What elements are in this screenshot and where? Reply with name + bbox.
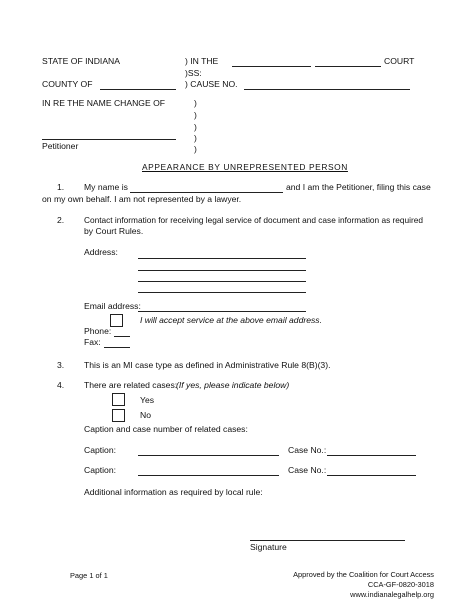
caption-label-1: Caption:	[84, 445, 117, 455]
case-no-label-2: Case No.:	[288, 465, 327, 475]
name-line[interactable]	[130, 192, 283, 193]
additional-info-label: Additional information as required by local rule:	[84, 487, 263, 497]
item-4-note: (If yes, please indicate below)	[176, 380, 290, 390]
address-line-2[interactable]	[138, 270, 306, 271]
county-line[interactable]	[100, 89, 176, 90]
email-label: Email address:	[84, 301, 141, 311]
phone-line[interactable]	[114, 336, 130, 337]
county-label: COUNTY OF	[42, 79, 93, 89]
item-2-number: 2.	[57, 215, 65, 225]
fax-line[interactable]	[104, 347, 130, 348]
item-1-number: 1.	[57, 182, 65, 192]
court-label: COURT	[384, 56, 415, 66]
address-line-1[interactable]	[138, 258, 306, 259]
address-label: Address:	[84, 247, 118, 257]
in-the-label: ) IN THE	[185, 56, 219, 66]
address-line-4[interactable]	[138, 292, 306, 293]
item-4-number: 4.	[57, 380, 65, 390]
paren-2: )	[194, 110, 197, 120]
related-cases-header: Caption and case number of related cases:	[84, 424, 248, 434]
court-name-line[interactable]	[232, 66, 311, 67]
cause-no-label: ) CAUSE NO.	[185, 79, 238, 89]
related-yes-checkbox[interactable]	[112, 393, 125, 406]
case-no-line-1[interactable]	[327, 455, 416, 456]
fax-label: Fax:	[84, 337, 101, 347]
item-1-text-c: on my own behalf. I am not represented by a lawyer.	[42, 194, 242, 204]
document-title: APPEARANCE BY UNREPRESENTED PERSON	[142, 162, 348, 172]
petitioner-name-line[interactable]	[42, 139, 176, 140]
item-2-line-1: Contact information for receiving legal service of document and case information as required	[84, 215, 423, 225]
case-no-label-1: Case No.:	[288, 445, 327, 455]
paren-3: )	[194, 122, 197, 132]
form-id: CCA-GF-0820-3018	[367, 580, 434, 589]
item-4-text: There are related cases:	[84, 380, 178, 390]
accept-email-label: I will accept service at the above email address.	[140, 315, 322, 325]
petitioner-label: Petitioner	[42, 141, 79, 151]
case-no-line-2[interactable]	[327, 475, 416, 476]
item-2-line-2: by Court Rules.	[84, 226, 144, 236]
in-re-label: IN RE THE NAME CHANGE OF	[42, 98, 166, 108]
address-line-3[interactable]	[138, 281, 306, 282]
item-1-text-b: and I am the Petitioner, filing this case	[286, 182, 431, 192]
related-no-checkbox[interactable]	[112, 409, 125, 422]
page-number: Page 1 of 1	[70, 571, 108, 580]
ss-label: )SS:	[185, 68, 202, 78]
approved-by: Approved by the Coalition for Court Access	[293, 570, 434, 579]
paren-4: )	[194, 133, 197, 143]
caption-line-2[interactable]	[138, 475, 279, 476]
cause-no-line[interactable]	[244, 89, 410, 90]
phone-label: Phone:	[84, 326, 112, 336]
caption-label-2: Caption:	[84, 465, 117, 475]
caption-line-1[interactable]	[138, 455, 279, 456]
item-3-text: This is an MI case type as defined in Administrative Rule 8(B)(3).	[84, 360, 331, 370]
state-label: STATE OF INDIANA	[42, 56, 120, 66]
related-yes-label: Yes	[140, 395, 155, 405]
paren-1: )	[194, 98, 197, 108]
email-line[interactable]	[138, 311, 306, 312]
accept-email-checkbox[interactable]	[110, 314, 123, 327]
item-3-number: 3.	[57, 360, 65, 370]
signature-line[interactable]	[250, 540, 405, 541]
signature-label: Signature	[250, 542, 287, 552]
court-type-line[interactable]	[315, 66, 381, 67]
related-no-label: No	[140, 410, 151, 420]
paren-5: )	[194, 144, 197, 154]
item-1-text-a: My name is	[84, 182, 128, 192]
website: www.indianalegalhelp.org	[350, 590, 434, 599]
